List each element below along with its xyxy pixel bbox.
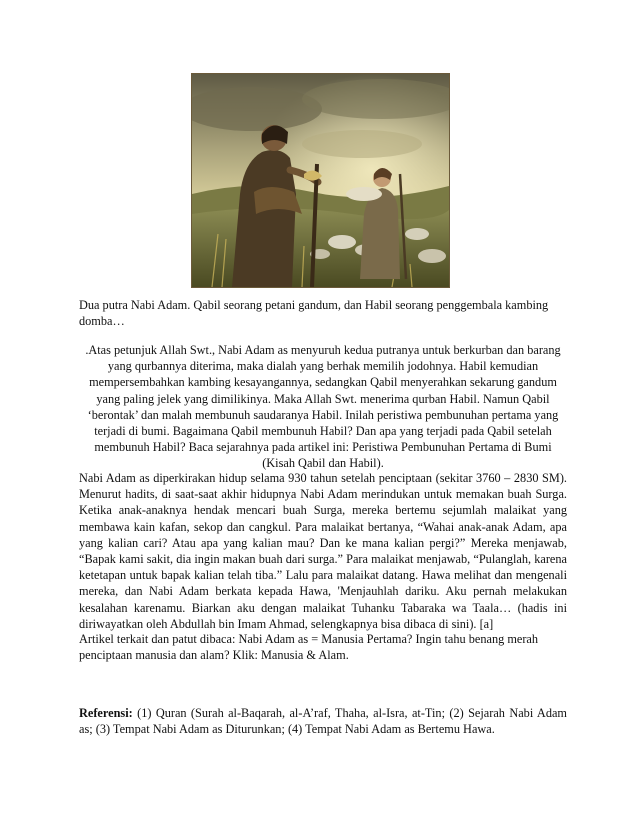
caption-text: Dua putra Nabi Adam. Qabil seorang petani gandum, dan Habil seorang penggembala kambing domba… <box>79 298 549 329</box>
references-text: (1) Quran (Surah al-Baqarah, al-A’raf, Thaha, al-Isra, at-Tin; (2) Sejarah Nabi Adam as; (3) Tempat Nabi Adam as Diturunkan; (4) Tempat Nabi Adam as Bertemu Hawa. <box>79 706 567 737</box>
painting-image <box>192 74 449 287</box>
image-caption <box>79 297 567 329</box>
references-block <box>79 705 567 737</box>
summary-text: .Atas petunjuk Allah Swt., Nabi Adam as menyuruh kedua putranya untuk berkurban dan barang yang qurbannya diterima, maka dialah yang berhak memilih jodohnya. Habil kemudian mempersembahkan kambing kesayangannya, sedangkan Qabil menyerahkan sekarung gandum yang paling jelek yang dimilikinya. Maka Allah Swt. menerima qurban Habil. Namun Qabil ‘berontak’ dan malah membunuh saudaranya Habil. Inilah peristiwa pembunuhan pertama yang terjadi di bumi. Bagaimana Qabil membunuh Habil? Dan apa yang terjadi pada Qabil setelah membunuh Habil? Baca sejarahnya pada artikel ini: Peristiwa Pembunuhan Pertama di Bumi (Kisah Qabil dan Habil). <box>85 343 561 471</box>
summary-block <box>79 342 567 472</box>
paragraph-2-text: Artikel terkait dan patut dibaca: Nabi Adam as = Manusia Pertama? Ingin tahu benang merah penciptaan manusia dan alam? Klik: Manusia & Alam. <box>79 632 539 663</box>
references-paragraph <box>79 705 567 737</box>
painting-illustration <box>191 73 450 288</box>
paragraph-1-text: Nabi Adam as diperkirakan hidup selama 930 tahun setelah penciptaan (sekitar 3760 – 2830 SM). Menurut hadits, di saat-saat akhir hidupnya Nabi Adam merindukan untuk memakan buah Surga. Ketika anak-anaknya hendak mencari buah Surga, mereka bertemu sejumlah malaikat yang membawa kain kafan, sekop dan cangkul. Para malaikat bertanya, “Wahai anak-anak Adam, apa yang kalian cari? Atau apa yang kalian mau? Dan ke mana kalian pergi?” Mereka menjawab, “Bapak kami sakit, dia ingin makan buah dari surga.” Para malaikat menjawab, “Pulanglah, karena ketetapan untuk bapak kalian telah tiba.” Lalu para malaikat datang. Hawa melihat dan mengenali mereka, dan Nabi Adam berkata kepada Hawa, 'Menjauhlah dariku. Aku pernah melakukan kesalahan karenamu. Biarkan aku dengan malaikat Tuhanku Tabaraka wa Taala… (hadis ini diriwayatkan oleh Abdullah bin Imam Ahmad, selengkapnya bisa dibaca di sini). [a] <box>79 471 567 631</box>
related-article-paragraph <box>79 631 567 663</box>
references-label: Referensi: <box>79 706 133 720</box>
body-paragraph-1 <box>79 470 567 632</box>
